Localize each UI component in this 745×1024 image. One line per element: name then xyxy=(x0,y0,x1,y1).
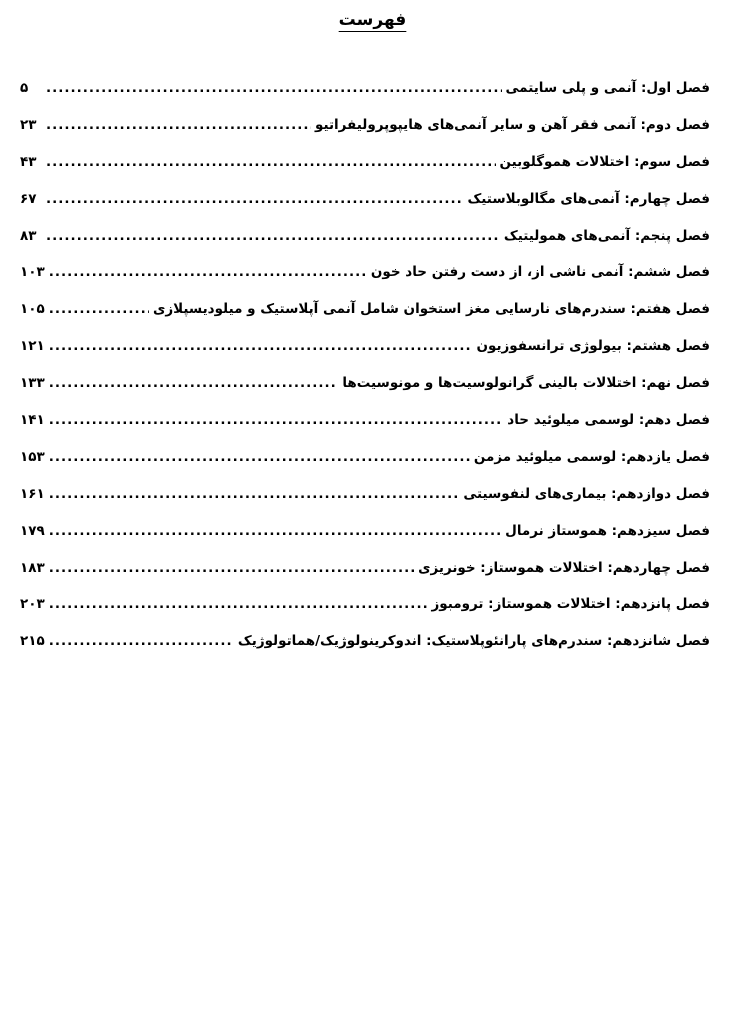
toc-entry[interactable] xyxy=(20,486,710,523)
toc-entry-page: ۱۴۱ xyxy=(20,412,45,429)
toc-entry[interactable] xyxy=(20,154,710,191)
toc-entry-page: ۴۳ xyxy=(20,153,37,170)
dot-leader xyxy=(49,449,470,465)
toc-entry-page: ۵ xyxy=(20,80,29,96)
toc-entry-label: فصل دهم: لوسمی میلوئید حاد xyxy=(507,412,710,429)
dot-leader xyxy=(49,264,367,280)
dot-leader xyxy=(46,80,502,96)
toc-entry[interactable] xyxy=(20,412,710,449)
toc-entry[interactable] xyxy=(20,523,710,560)
toc-title xyxy=(0,10,745,30)
toc-entry-label: فصل یازدهم: لوسمی میلوئید مزمن xyxy=(473,448,710,465)
dot-leader xyxy=(49,596,428,612)
toc-entry-page: ۱۵۳ xyxy=(20,448,45,465)
toc-entry-page: ۲۰۳ xyxy=(20,596,45,613)
dot-leader xyxy=(46,117,311,133)
toc-entry[interactable] xyxy=(20,633,710,670)
toc-entry-page: ۸۳ xyxy=(20,227,37,244)
toc-entry-label: فصل چهارم: آنمی‌های مگالوبلاستیک xyxy=(467,190,710,207)
toc-entry[interactable] xyxy=(20,264,710,301)
toc-entry[interactable] xyxy=(20,191,710,228)
toc-entry-page: ۱۰۵ xyxy=(20,301,45,318)
toc-entry-label: فصل هفتم: سندرم‌های نارسایی مغز استخوان شامل آنمی آپلاستیک و میلودیسپلازی xyxy=(152,301,710,318)
toc-entry-page: ۲۳ xyxy=(20,116,37,133)
toc-entry-label: فصل سیزدهم: هموستاز نرمال xyxy=(505,522,710,539)
toc-entry[interactable] xyxy=(20,301,710,338)
dot-leader xyxy=(49,523,501,539)
toc-entry[interactable] xyxy=(20,117,710,154)
toc-entry[interactable] xyxy=(20,596,710,633)
toc-entry-page: ۱۳۳ xyxy=(20,375,45,392)
dot-leader xyxy=(49,301,149,317)
toc-entry[interactable] xyxy=(20,560,710,597)
toc-entry-label: فصل شانزدهم: سندرم‌های پارانئوپلاستیک: اندوکرینولوژیک/هماتولوژیک xyxy=(237,633,710,650)
toc-entry-page: ۱۷۹ xyxy=(20,522,45,539)
toc-entry-label: فصل چهاردهم: اختلالات هموستاز: خونریزی xyxy=(418,559,710,576)
dot-leader xyxy=(49,375,339,391)
dot-leader xyxy=(49,412,504,428)
toc-entry-label: فصل دوازدهم: بیماری‌های لنفوسیتی xyxy=(463,485,710,502)
dot-leader xyxy=(49,560,414,576)
toc-entry-label: فصل دوم: آنمی فقر آهن و سایر آنمی‌های هایپوپرولیفراتیو xyxy=(314,116,710,133)
toc-entry[interactable] xyxy=(20,228,710,265)
toc-entry[interactable] xyxy=(20,80,710,117)
dot-leader xyxy=(46,154,496,170)
toc-entry-label: فصل پنجم: آنمی‌های همولیتیک xyxy=(503,227,710,244)
dot-leader xyxy=(49,338,473,354)
toc-entry-page: ۶۷ xyxy=(20,190,37,207)
toc-entry-page: ۲۱۵ xyxy=(20,633,45,650)
toc-entry[interactable] xyxy=(20,449,710,486)
toc-entry-label: فصل هشتم: بیولوژی ترانسفوزیون xyxy=(476,338,710,355)
toc-title-text: فهرست xyxy=(338,10,407,30)
dot-leader xyxy=(49,486,460,502)
toc-entry[interactable] xyxy=(20,375,710,412)
toc-entry-page: ۱۸۳ xyxy=(20,559,45,576)
toc-entry-page: ۱۲۱ xyxy=(20,338,45,355)
toc-entry-label: فصل پانزدهم: اختلالات هموستاز: ترومبوز xyxy=(431,596,710,613)
dot-leader xyxy=(46,191,463,207)
toc-entry-label: فصل اول: آنمی و پلی سایتمی xyxy=(505,80,710,96)
toc-entry-page: ۱۶۱ xyxy=(20,485,45,502)
toc-entry-page: ۱۰۳ xyxy=(20,264,45,281)
toc-entry-label: فصل سوم: اختلالات هموگلوبین xyxy=(499,153,710,170)
dot-leader xyxy=(46,228,500,244)
toc-entry-label: فصل نهم: اختلالات بالینی گرانولوسیت‌ها و مونوسیت‌ها xyxy=(342,375,710,392)
dot-leader xyxy=(49,633,234,649)
table-of-contents xyxy=(20,80,710,670)
toc-entry-label: فصل ششم: آنمی ناشی از، از دست رفتن حاد خون xyxy=(370,264,710,281)
toc-entry[interactable] xyxy=(20,338,710,375)
